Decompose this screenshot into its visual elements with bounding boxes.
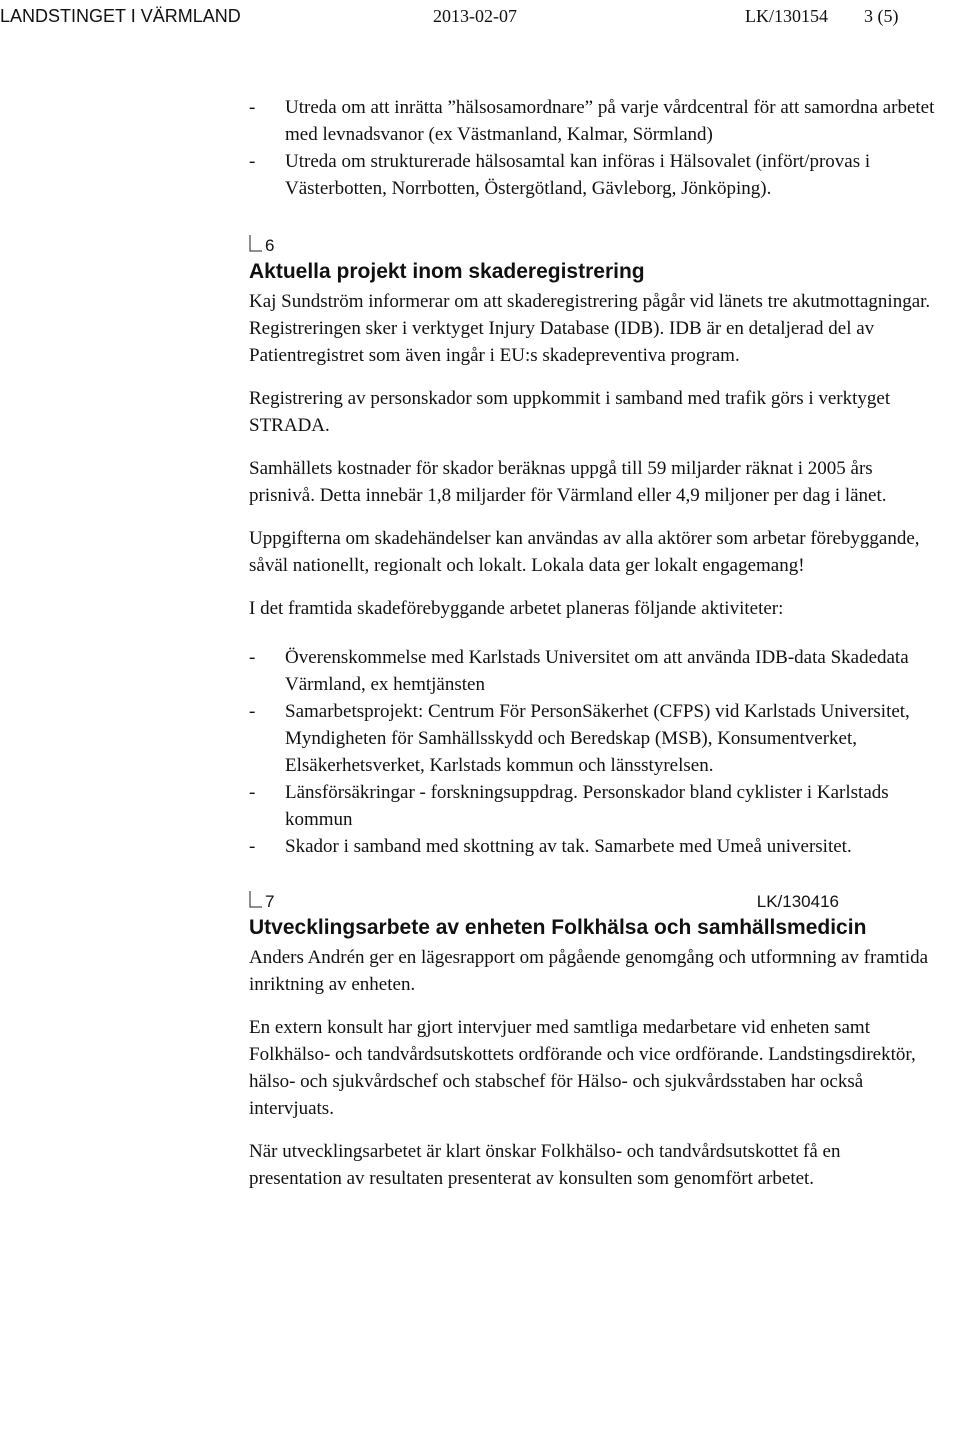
paragraph: Registrering av personskador som uppkommit i samband med trafik görs i verktyget STRADA. (249, 388, 891, 436)
dash-bullet: - (249, 151, 256, 172)
list-item (249, 94, 935, 148)
paragraph: Uppgifterna om skadehändelser kan användas av alla aktörer som arbetar förebyggande, såväl nationellt, regionalt och lokalt. Lokala data ger lokalt engagemang! (249, 528, 920, 576)
paragraph: I det framtida skadeförebyggande arbetet planeras följande aktiviteter: (249, 598, 784, 619)
paragraph: Kaj Sundström informerar om att skaderegistrering pågår vid länets tre akutmottagningar. Registreringen sker i verktyget Injury Database (IDB). IDB är en detaljerad del av Patientregistret som även ingår i EU:s skadepreventiva program. (249, 291, 931, 366)
list-item-text: Utreda om att inrätta ”hälsosamordnare” på varje vårdcentral för att samordna arbetet med levnadsvanor (ex Västmanland, Kalmar, Sörmland) (285, 97, 935, 145)
document-body (249, 94, 935, 1192)
list-item-text: Skador i samband med skottning av tak. Samarbete med Umeå universitet. (285, 836, 852, 857)
paragraph: Samhällets kostnader för skador beräknas uppgå till 59 miljarder räknat i 2005 års prisnivå. Detta innebär 1,8 miljarder för Värmland eller 4,9 miljoner per dag i länet. (249, 458, 887, 506)
list-item (249, 148, 935, 202)
section-6 (249, 234, 935, 860)
list-item-text: Samarbetsprojekt: Centrum För PersonSäkerhet (CFPS) vid Karlstads Universitet, Myndigheten för Samhällsskydd och Beredskap (MSB), Konsumentverket, Elsäkerhetsverket, Karlstads kommun och länsstyrelsen. (285, 701, 910, 776)
header-reference: LK/130154 (745, 6, 828, 26)
dash-bullet: - (249, 701, 256, 722)
list-item-text: Länsförsäkringar - forskningsuppdrag. Personskador bland cyklister i Karlstads kommun (285, 782, 889, 830)
intro-list (249, 94, 935, 202)
activities-list (249, 644, 935, 860)
dash-bullet: - (249, 782, 256, 803)
page-header (0, 4, 960, 28)
section-7-number-row (249, 890, 935, 914)
section-title: Aktuella projekt inom skaderegistrering (249, 260, 645, 283)
paragraph: En extern konsult har gjort intervjuer med samtliga medarbetare vid enheten samt Folkhälso- och tandvårdsutskottets ordförande och vice ordförande. Landstingsdirektör, hälso- och sjukvårdschef och stabschef för Hälso- och sjukvårdsstaben har också intervjuats. (249, 1017, 916, 1119)
header-date: 2013-02-07 (433, 6, 517, 26)
dash-bullet: - (249, 647, 256, 668)
section-number: 7 (265, 892, 275, 911)
paragraph: Anders Andrén ger en lägesrapport om pågående genomgång och utformning av framtida inriktning av enheten. (249, 947, 929, 995)
dash-bullet: - (249, 836, 256, 857)
header-organization: LANDSTINGET I VÄRMLAND (0, 6, 241, 26)
list-item (249, 779, 935, 833)
section-corner-mark-icon (249, 890, 265, 912)
section-number: 6 (265, 236, 275, 255)
list-item (249, 698, 935, 779)
paragraph: När utvecklingsarbetet är klart önskar Folkhälso- och tandvårdsutskottet få en presentation av resultaten presenterat av konsulten som genomfört arbetet. (249, 1141, 841, 1189)
section-reference: LK/130416 (756, 892, 839, 911)
list-item-text: Utreda om strukturerade hälsosamtal kan införas i Hälsovalet (infört/provas i Västerbotten, Norrbotten, Östergötland, Gävleborg, Jönköping). (285, 151, 871, 199)
dash-bullet: - (249, 97, 256, 118)
list-item (249, 833, 935, 860)
section-title: Utvecklingsarbete av enheten Folkhälsa och samhällsmedicin (249, 916, 867, 939)
section-corner-mark-icon (249, 234, 265, 256)
section-7 (249, 890, 935, 1192)
list-item-text: Överenskommelse med Karlstads Universitet om att använda IDB-data Skadedata Värmland, ex hemtjänsten (285, 647, 909, 695)
header-page-number: 3 (5) (864, 6, 899, 26)
list-item (249, 644, 935, 698)
section-6-number-row (249, 234, 935, 258)
